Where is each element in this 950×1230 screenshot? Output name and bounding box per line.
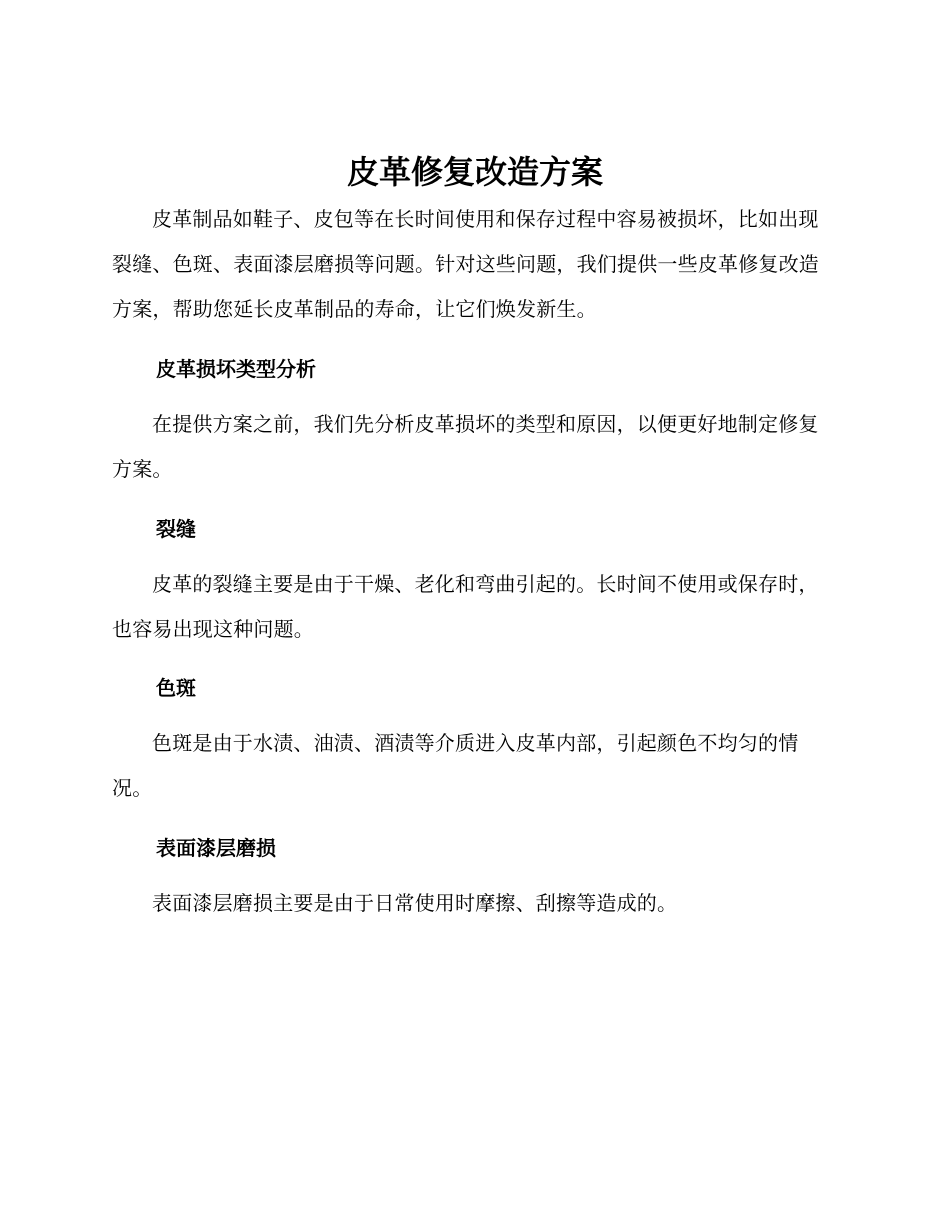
section-heading-stains: 色斑 bbox=[156, 676, 196, 700]
section-body-coating-wear: 表面漆层磨损主要是由于日常使用时摩擦、刮擦等造成的。 bbox=[152, 891, 678, 915]
section-body-damage-analysis: 在提供方案之前，我们先分析皮革损坏的类型和原因，以便更好地制定修复方案。 bbox=[112, 412, 819, 481]
section-body-stains: 色斑是由于水渍、油渍、酒渍等介质进入皮革内部，引起颜色不均匀的情况。 bbox=[112, 731, 799, 800]
intro-paragraph: 皮革制品如鞋子、皮包等在长时间使用和保存过程中容易被损坏，比如出现裂缝、色斑、表面漆层磨损等问题。针对这些问题，我们提供一些皮革修复改造方案，帮助您延长皮革制品的寿命，让它们焕发新生。 bbox=[112, 207, 819, 321]
section-body-cracks: 皮革的裂缝主要是由于干燥、老化和弯曲引起的。长时间不使用或保存时，也容易出现这种问题。 bbox=[112, 572, 819, 641]
section-heading-damage-analysis: 皮革损坏类型分析 bbox=[156, 357, 316, 381]
page-title: 皮革修复改造方案 bbox=[346, 153, 603, 191]
section-heading-coating-wear: 表面漆层磨损 bbox=[156, 836, 276, 860]
section-heading-cracks: 裂缝 bbox=[156, 517, 196, 541]
